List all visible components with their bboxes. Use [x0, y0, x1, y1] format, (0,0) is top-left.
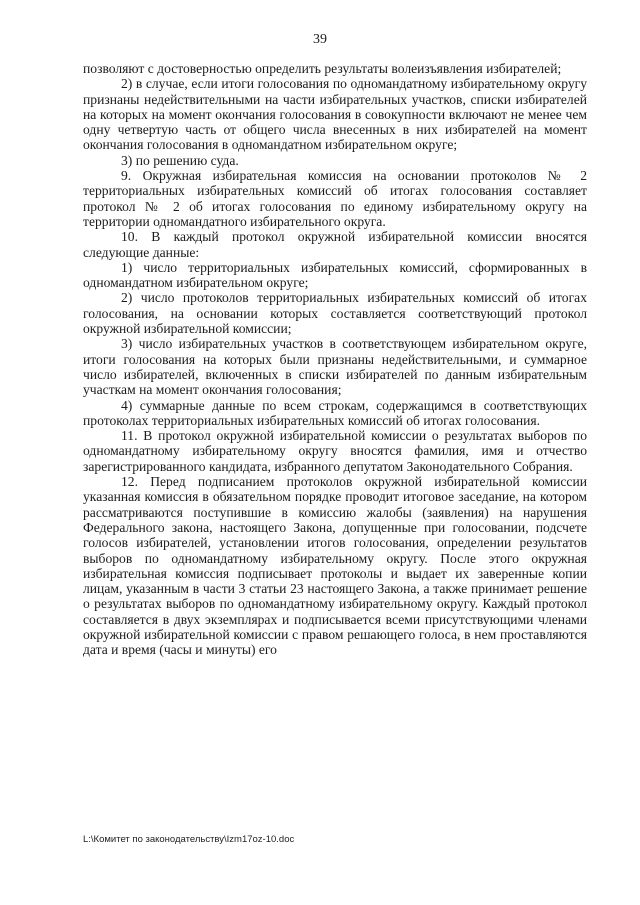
document-body	[83, 61, 587, 658]
paragraph: 2) в случае, если итоги голосования по одномандатному избирательному округу признаны недействительными на части избирательных участков, списки избирателей на которых на момент окончания голосования в совокупности включают не менее чем одну четвертую часть от общего числа внесенных в них избирателей на момент окончания голосования в одномандатном избирательном округе;	[83, 76, 587, 153]
paragraph: 2) число протоколов территориальных избирательных комиссий об итогах голосования, на основании которых составляется соответствующий протокол окружной избирательной комиссии;	[83, 290, 587, 337]
file-path-footer: L:\Комитет по законодательству\Izm17oz-10.doc	[83, 834, 295, 845]
paragraph: 10. В каждый протокол окружной избирательной комиссии вносятся следующие данные:	[83, 229, 587, 260]
page-number: 39	[313, 32, 327, 47]
paragraph: 12. Перед подписанием протоколов окружной избирательной комиссии указанная комиссия в обязательном порядке проводит итоговое заседание, на котором рассматриваются поступившие в комиссию жалобы (заявления) на нарушения Федерального закона, настоящего Закона, допущенные при голосовании, подсчете голосов избирателей, установлении итогов голосования, определении результатов выборов по одномандатному избирательному округу. После этого окружная избирательная комиссия подписывает протоколы и выдает их заверенные копии лицам, указанным в части 3 статьи 23 настоящего Закона, а также принимает решение о результатах выборов по одномандатному избирательному округу. Каждый протокол составляется в двух экземплярах и подписывается всеми присутствующими членами окружной избирательной комиссии с правом решающего голоса, в нем проставляются дата и время (часы и минуты) его	[83, 474, 587, 658]
paragraph: позволяют с достоверностью определить результаты волеизъявления избирателей;	[83, 61, 562, 76]
paragraph: 3) число избирательных участков в соответствующем избирательном округе, итоги голосования на которых были признаны недействительными, и суммарное число избирателей, включенных в списки избирателей по данным избирательным участкам на момент окончания голосования;	[83, 336, 587, 398]
paragraph: 1) число территориальных избирательных комиссий, сформированных в одномандатном избирательном округе;	[83, 259, 587, 291]
paragraph: 4) суммарные данные по всем строкам, содержащимся в соответствующих протоколах территориальных избирательных комиссий об итогах голосования.	[83, 397, 587, 428]
paragraph: 3) по решению суда.	[121, 152, 239, 168]
paragraph: 11. В протокол окружной избирательной комиссии о результатах выборов по одномандатному избирательному округу вносятся фамилия, имя и отчество зарегистрированного кандидата, избранного депутатом Законодательного Собрания.	[83, 428, 587, 474]
paragraph: 9. Окружная избирательная комиссия на основании протоколов № 2 территориальных избирательных комиссий об итогах голосования составляет протокол № 2 об итогах голосования по единому избирательному округу на территории одномандатного избирательного округа.	[83, 168, 587, 229]
